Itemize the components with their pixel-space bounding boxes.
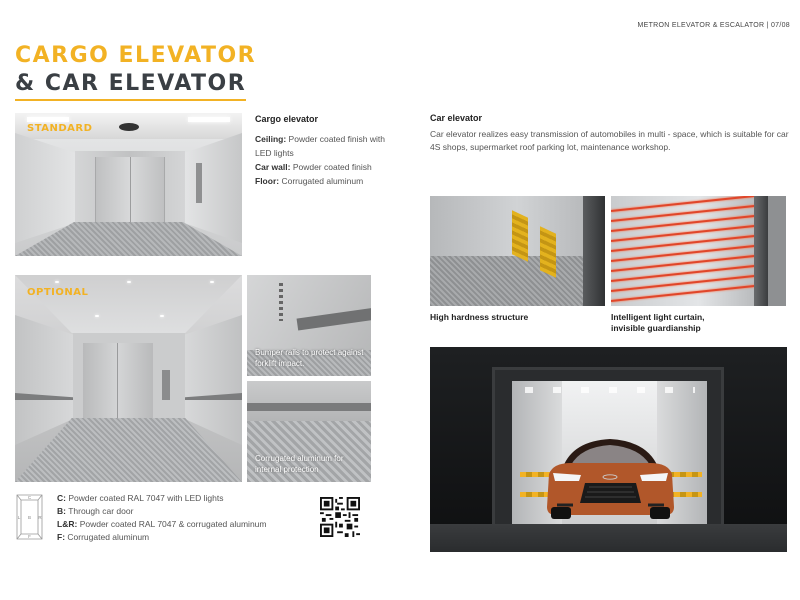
header-tag: METRON ELEVATOR & ESCALATOR | 07/08	[637, 22, 790, 29]
diagram-letter-f: F	[28, 534, 31, 539]
cargo-specs	[255, 112, 390, 188]
light-curtain-photo	[611, 196, 786, 306]
standard-label: STANDARD	[27, 123, 93, 134]
corrugated-floor-caption: Corrugated aluminum for internal protection	[255, 454, 344, 474]
car-elevator-title: Car elevator	[430, 113, 483, 123]
bumper-rails-caption: Bumper rails to protect against forklift impact.	[255, 348, 364, 368]
title-line-1: CARGO ELEVATOR	[15, 43, 257, 68]
spec-ceiling: Ceiling: Powder coated finish with LED lights	[255, 134, 385, 158]
qr-code-icon[interactable]	[320, 497, 360, 537]
light-curtain-caption	[611, 312, 705, 334]
diagram-letter-b: B	[27, 515, 32, 520]
legend-b: B: Through car door	[57, 506, 134, 516]
spec-floor: Floor: Corrugated aluminum	[255, 176, 364, 186]
high-hardness-caption: High hardness structure	[430, 312, 529, 322]
legend-c: C: Powder coated RAL 7047 with LED lights	[57, 493, 224, 503]
car-elevator-showcase-photo	[430, 347, 787, 552]
diagram-letter-c: C	[27, 495, 32, 500]
standard-cargo-photo	[15, 113, 242, 256]
diagram-letter-l: L	[17, 515, 21, 520]
page-title	[15, 42, 256, 101]
spec-car-wall: Car wall: Powder coated finish	[255, 162, 372, 172]
car-image	[543, 429, 678, 524]
corrugated-floor-photo	[247, 381, 371, 482]
cargo-spec-title: Cargo elevator	[255, 114, 319, 124]
light-curtain-caption-line-2: invisible guardianship	[611, 323, 701, 333]
diagram-letter-r: R	[38, 515, 42, 520]
title-line-2: & CAR ELEVATOR	[15, 70, 246, 101]
bumper-rails-photo	[247, 275, 371, 376]
car-elevator-description: Car elevator realizes easy transmission of automobiles in multi - space, which is suitable for car 4S shops, supermarket roof parking lot, maintenance workshop.	[430, 129, 789, 152]
legend-lr: L&R: Powder coated RAL 7047 & corrugated aluminum	[57, 519, 267, 529]
cabin-legend	[57, 492, 266, 544]
high-hardness-photo	[430, 196, 605, 306]
optional-cargo-photo	[15, 275, 242, 482]
optional-label: OPTIONAL	[27, 287, 89, 298]
legend-f: F: Corrugated aluminum	[57, 532, 150, 542]
cabin-layout-diagram	[16, 494, 43, 540]
light-curtain-caption-line-1: Intelligent light curtain,	[611, 312, 705, 322]
